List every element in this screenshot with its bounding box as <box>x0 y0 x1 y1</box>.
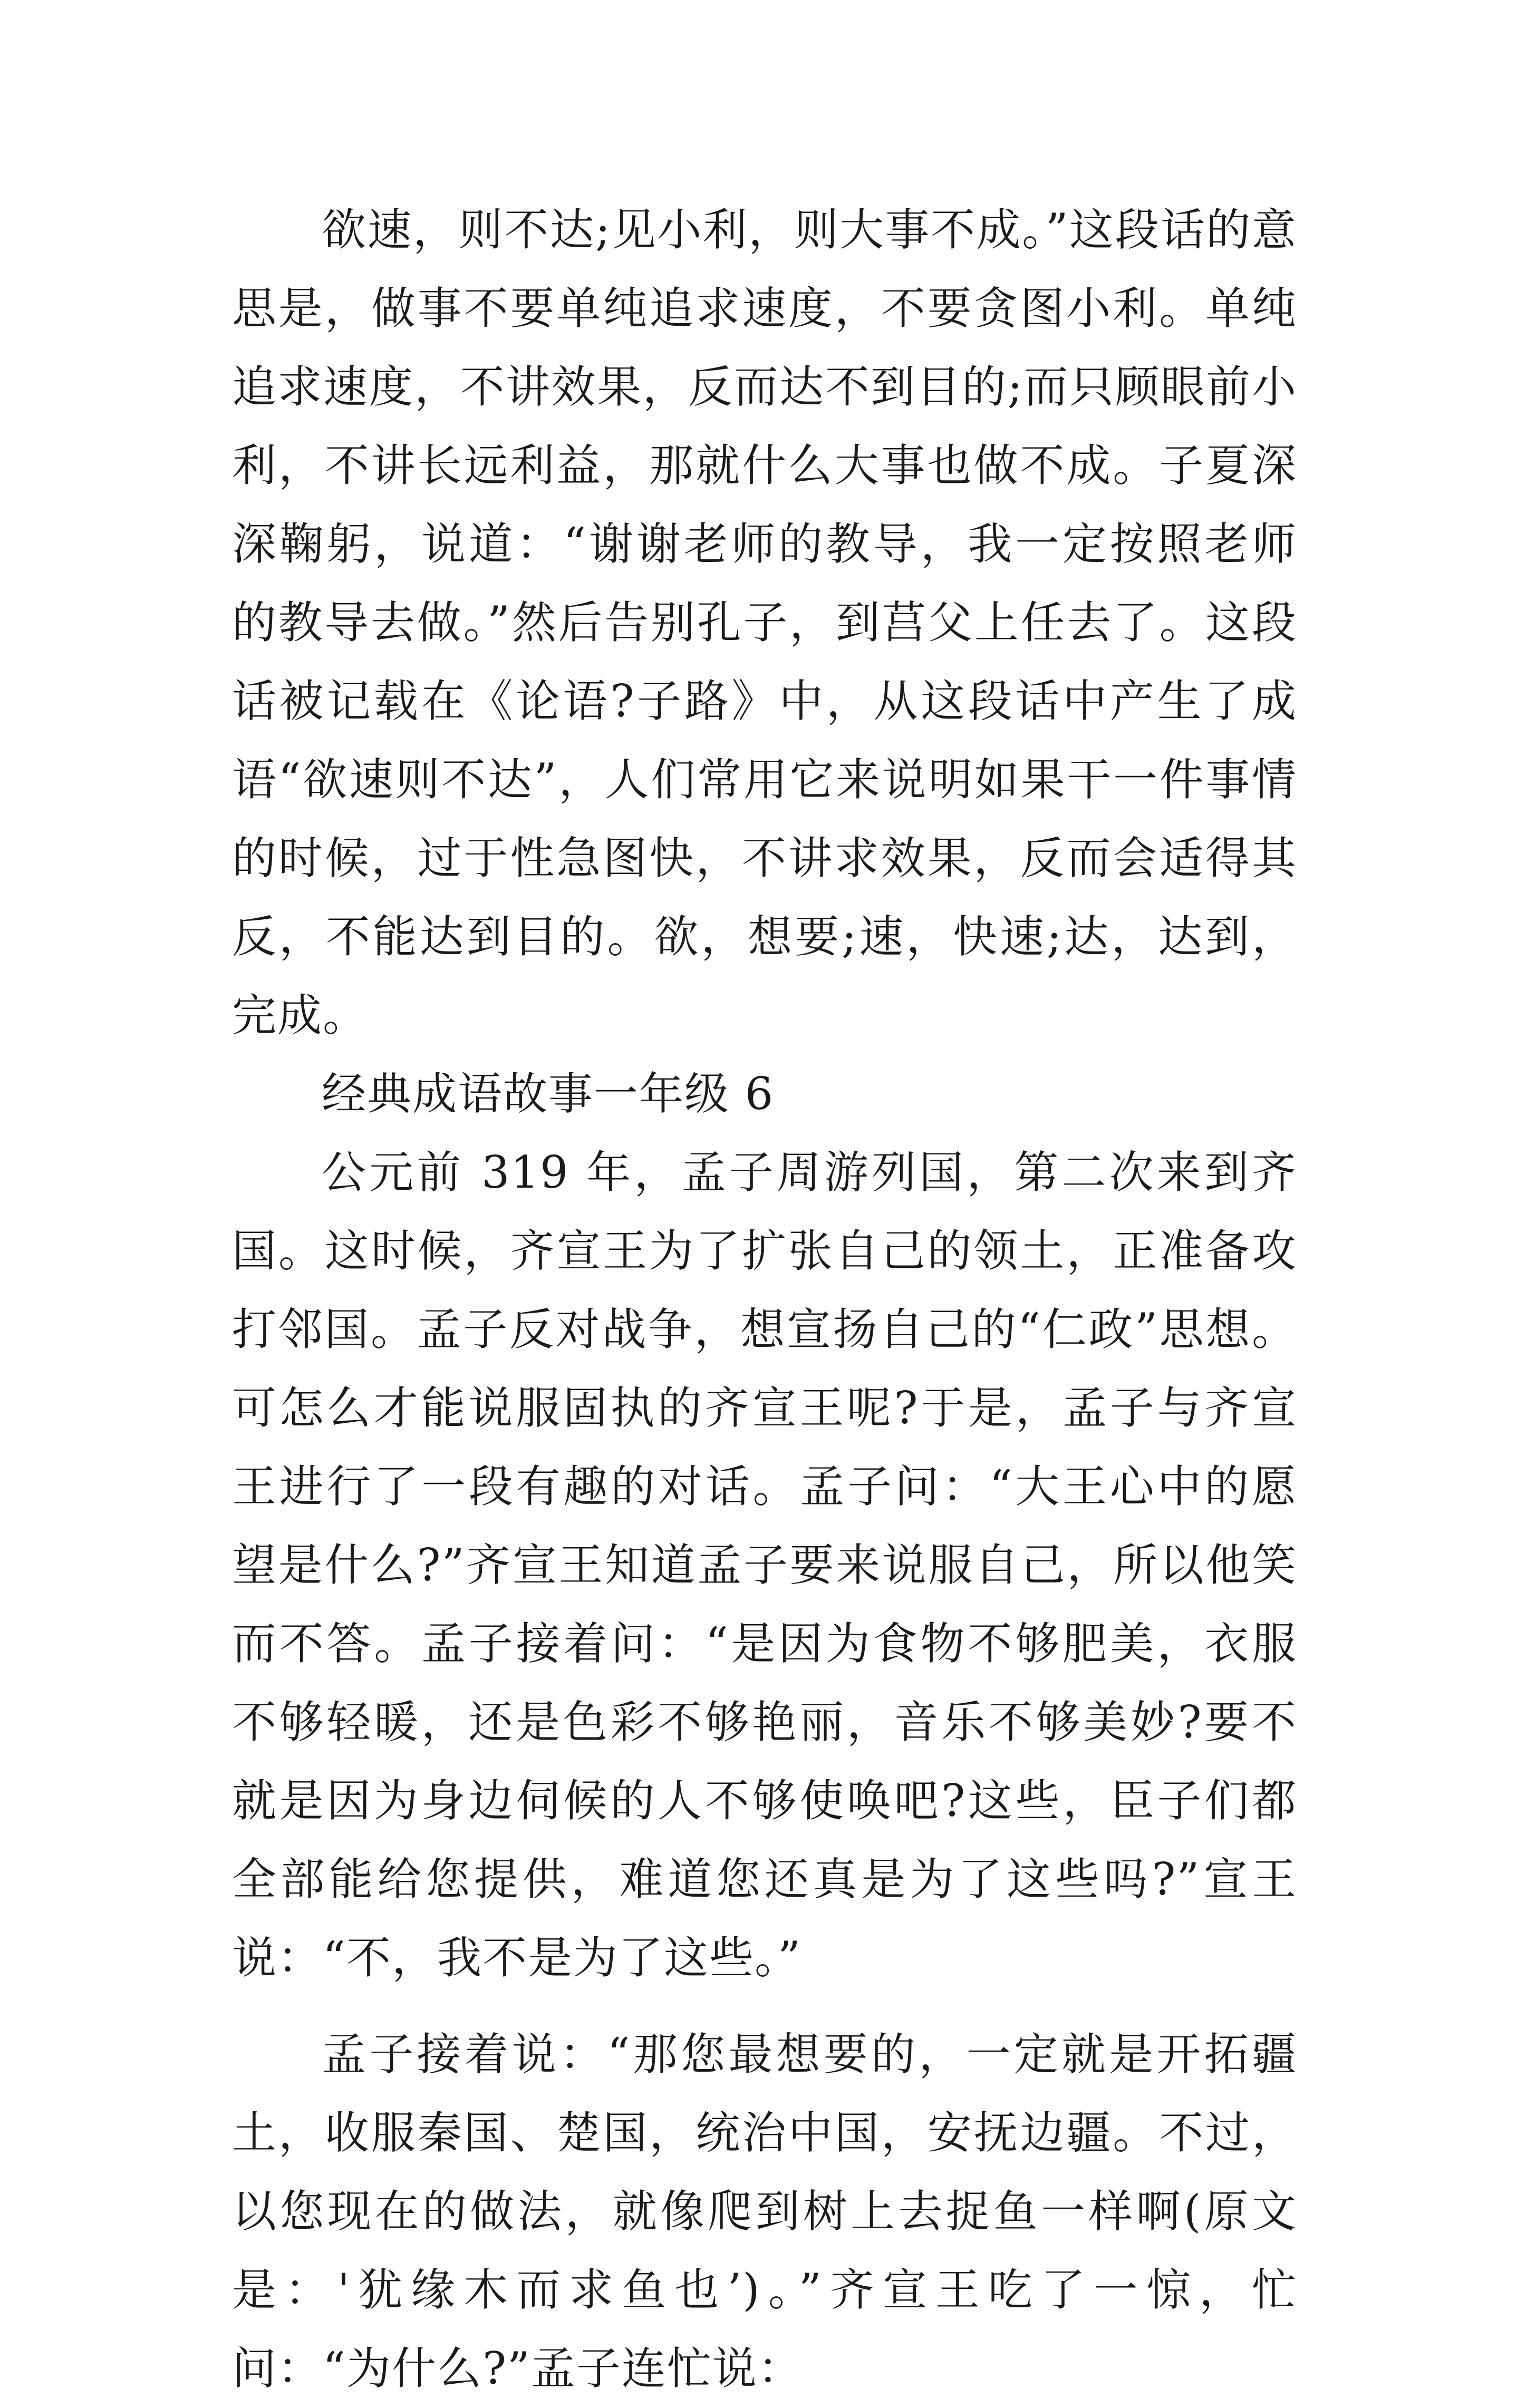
paragraph: 欲速，则不达;见小利，则大事不成。”这段话的意思是，做事不要单纯追求速度，不要贪图小利。单纯追求速度，不讲效果，反而达不到目的;而只顾眼前小利，不讲长远利益，那就什么大事也做不成。子夏深深鞠躬，说道：“谢谢老师的教导，我一定按照老师的教导去做。”然后告别孔子，到莒父上任去了。这段话被记载在《论语?子路》中，从这段话中产生了成语“欲速则不达”，人们常用它来说明如果干一件事情的时候，过于性急图快，不讲求效果，反而会适得其反，不能达到目的。欲，想要;速，快速;达，达到，完成。 <box>232 204 1297 1041</box>
paragraph: 公元前 319 年，孟子周游列国，第二次来到齐国。这时候，齐宣王为了扩张自己的领土，正准备攻打邻国。孟子反对战争，想宣扬自己的“仁政”思想。可怎么才能说服固执的齐宣王呢?于是，孟子与齐宣王进行了一段有趣的对话。孟子问：“大王心中的愿望是什么?”齐宣王知道孟子要来说服自己，所以他笑而不答。孟子接着问：“是因为食物不够肥美，衣服不够轻暖，还是色彩不够艳丽，音乐不够美妙?要不就是因为身边伺候的人不够使唤吧?这些，臣子们都全部能给您提供，难道您还真是为了这些吗?”宣王说：“不，我不是为了这些。” <box>232 1147 1297 1984</box>
section-heading: 经典成语故事一年级 6 <box>322 1068 775 1120</box>
paragraph: 孟子接着说：“那您最想要的，一定就是开拓疆土，收服秦国、楚国，统治中国，安抚边疆。不过，以您现在的做法，就像爬到树上去捉鱼一样啊(原文是：'犹缘木而求鱼也’)。”齐宣王吃了一惊，忙问：“为什么?”孟子连忙说： <box>232 2028 1297 2394</box>
document-body <box>232 191 1297 2408</box>
